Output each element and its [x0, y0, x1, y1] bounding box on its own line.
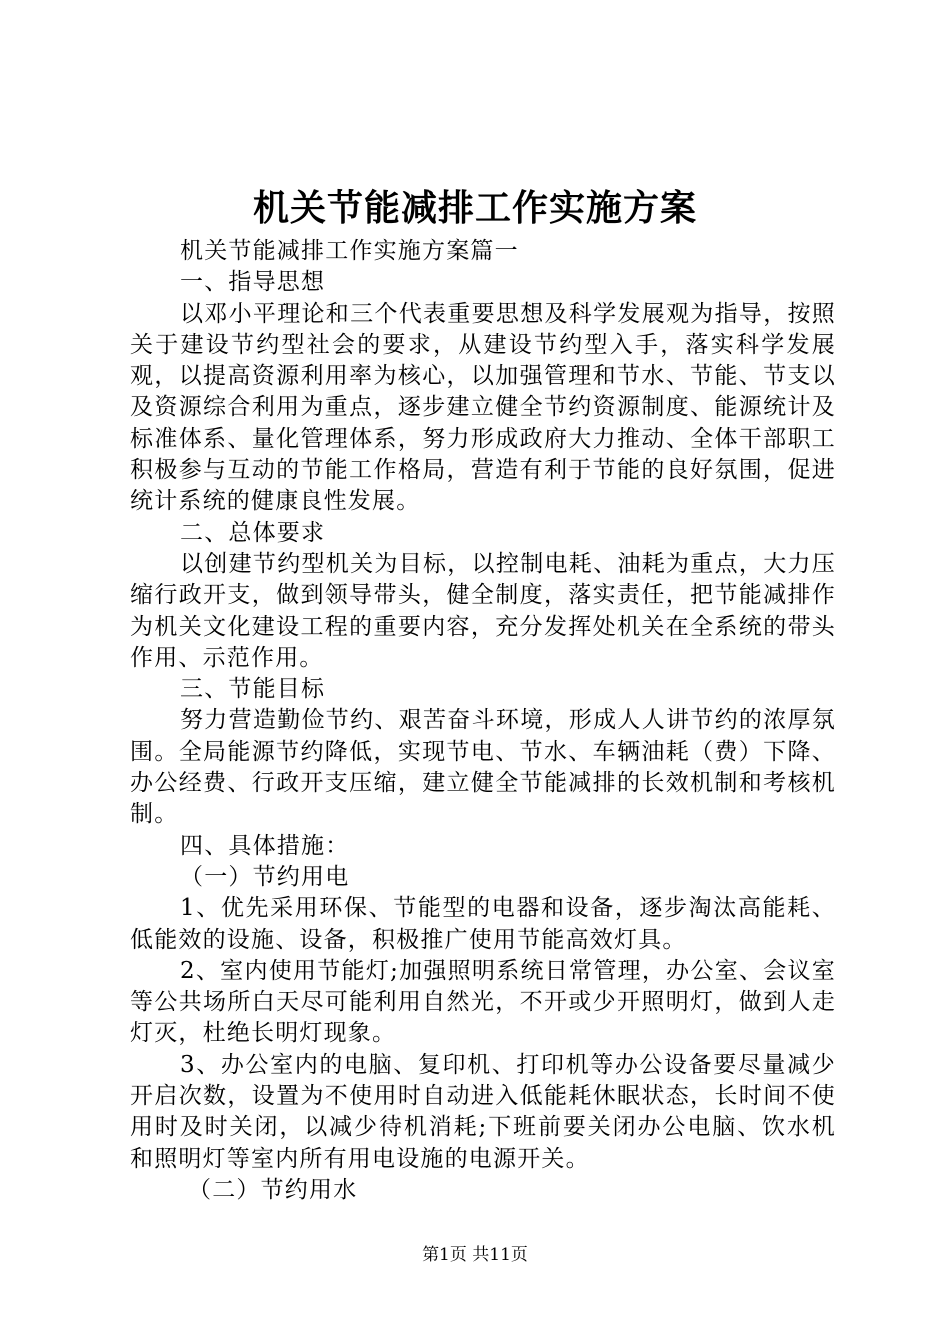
list-item: 2、室内使用节能灯;加强照明系统日常管理，办公室、会议室等公共场所白天尽可能利用自然光，不开或少开照明灯，做到人走灯灭，杜绝长明灯现象。 — [130, 957, 836, 1047]
subsection-heading: （一）节约用电 — [180, 863, 350, 890]
body-paragraph: 以邓小平理论和三个代表重要思想及科学发展观为指导，按照关于建设节约型社会的要求，从建设节约型入手，落实科学发展观，以提高资源利用率为核心，以加强管理和节水、节能、节支以及资源综合利用为重点，逐步建立健全节约资源制度、能源统计及标准体系、量化管理体系，努力形成政府大力推动、全体干部职工积极参与互动的节能工作格局，营造有利于节能的良好氛围，促进统计系统的健康良性发展。 — [130, 300, 836, 515]
document-title: 机关节能减排工作实施方案 — [252, 187, 697, 229]
subsection-heading: （二）节约用水 — [188, 1176, 358, 1203]
list-item: 1、优先采用环保、节能型的电器和设备，逐步淘汰高能耗、低能效的设施、设备，积极推广使用节能高效灯具。 — [130, 895, 836, 953]
section-heading: 二、总体要求 — [180, 519, 326, 546]
section-heading: 机关节能减排工作实施方案篇一 — [180, 238, 519, 264]
section-heading: 四、具体措施： — [180, 832, 350, 859]
list-item: 3、办公室内的电脑、复印机、打印机等办公设备要尽量减少开启次数，设置为不使用时自动进入低能耗休眠状态，长时间不使用时及时关闭，以减少待机消耗;下班前要关闭办公电脑、饮水机和照明灯等室内所有用电设施的电源开关。 — [130, 1051, 836, 1172]
document-body — [130, 236, 836, 1206]
body-paragraph: 努力营造勤俭节约、艰苦奋斗环境，形成人人讲节约的浓厚氛围。全局能源节约降低，实现节电、节水、车辆油耗（费）下降、办公经费、行政开支压缩，建立健全节能减排的长效机制和考核机制。 — [130, 707, 836, 828]
body-paragraph: 以创建节约型机关为目标，以控制电耗、油耗为重点，大力压缩行政开支，做到领导带头，健全制度，落实责任，把节能减排作为机关文化建设工程的重要内容，充分发挥处机关在全系统的带头作用、示范作用。 — [130, 550, 836, 671]
section-heading: 一、指导思想 — [180, 269, 326, 296]
section-heading: 三、节能目标 — [180, 676, 326, 703]
page-number-footer: 第1页 共11页 — [422, 1245, 528, 1265]
